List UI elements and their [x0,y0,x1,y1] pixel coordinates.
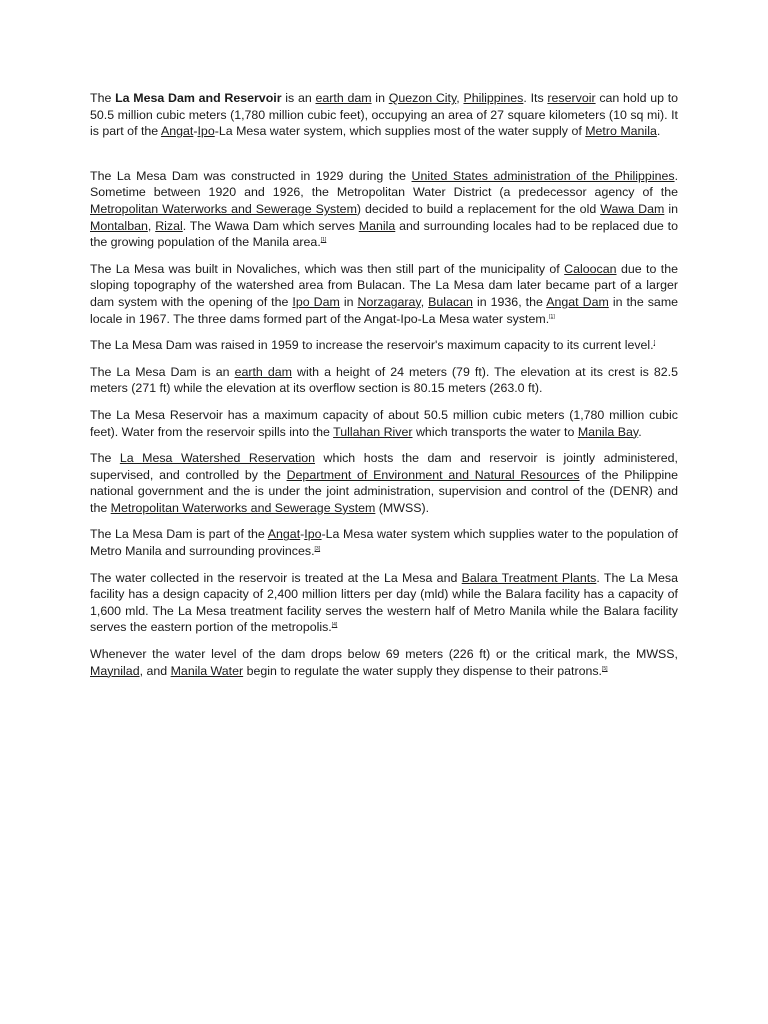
link-manila[interactable]: Manila [358,218,396,233]
reference-link[interactable]: [5] [602,665,608,672]
text: -La Mesa water system which supplies water to the population of Metro Manila and surrounding provinces. [90,527,678,559]
text: , and [139,663,171,678]
text: is an [281,91,316,105]
link-mwss[interactable]: Metropolitan Waterworks and Sewerage System [90,201,357,216]
text: , [147,218,156,233]
link-ipo[interactable]: Ipo [197,124,215,139]
paragraph-water-system [90,526,678,559]
text: The water collected in the reservoir is treated at the La Mesa and [90,570,462,585]
text: in the same locale in 1967. The three dams formed part of the Angat-Ipo-La Mesa water system. [90,294,679,326]
text: of the Philippine national government and the is under the joint administration, supervision and control of the (DENR) and the [90,467,678,515]
link-angat-dam[interactable]: Angat Dam [546,294,609,309]
text: . [638,424,642,439]
paragraph-water-level [90,646,678,679]
text: - [300,527,305,542]
text: The [90,91,116,105]
link-metro-manila[interactable]: Metro Manila [585,124,657,139]
paragraph-history [90,168,678,251]
link-ipo-dam[interactable]: Ipo Dam [292,294,340,309]
text: The La Mesa Dam was constructed in 1929 during the [90,168,412,183]
link-manila-water[interactable]: Manila Water [170,663,244,678]
paragraph-watershed [90,450,678,516]
link-norzagaray[interactable]: Norzagaray [357,294,421,309]
link-denr[interactable]: Department of Environment and Natural Resources [286,467,580,482]
link-caloocan[interactable]: Caloocan [564,261,617,276]
link-angat[interactable]: Angat [267,527,301,542]
text: which hosts the dam and reservoir is jointly administered, supervised, and controlled by the [90,451,679,482]
article-title-bold: La Mesa Dam and Reservoir [115,91,282,105]
text: , [420,294,429,309]
text: and surrounding locales had to be replaced due to the growing population of the Manila area. [90,218,678,250]
link-mwss[interactable]: Metropolitan Waterworks and Sewerage System [110,500,376,515]
text: begin to regulate the water supply they dispense to their patrons. [243,663,603,678]
link-balara-treatment-plants[interactable]: Balara Treatment Plants [461,570,597,585]
text: -La Mesa water system, which supplies most of the water supply of [214,124,586,139]
reference-link[interactable]: [ [653,340,656,346]
link-maynilad[interactable]: Maynilad [90,663,140,678]
link-earth-dam[interactable]: earth dam [234,364,292,379]
text: The La Mesa Dam is part of the [90,527,268,542]
link-quezon-city[interactable]: Quezon City [388,91,457,105]
paragraph-dimensions [90,364,678,397]
link-manila-bay[interactable]: Manila Bay [577,424,639,439]
text: . The Wawa Dam which serves [182,218,359,233]
link-philippines[interactable]: Philippines [463,91,524,105]
text: in 1936, the [472,294,547,309]
paragraph-raised [90,337,678,354]
reference-link[interactable]: [3] [314,545,321,552]
text: can hold up to 50.5 million cubic meters (1,780 million cubic feet), occupying an area of 27 square kilometers (10 sq mi). It is part of the [90,91,679,139]
link-wawa-dam[interactable]: Wawa Dam [600,201,665,216]
text: (MWSS). [375,500,430,515]
text: The La Mesa Reservoir has a maximum capacity of about 50.5 million cubic meters (1,780 million cubic feet). Water from the reservoir spills into the [90,407,678,439]
text: with a height of 24 meters (79 ft). The elevation at its crest is 82.5 meters (271 ft) while the elevation at its overflow section is 80.15 meters (263.0 ft). [90,364,678,396]
text: The La Mesa was built in Novaliches, which was then still part of the municipality of [90,261,565,276]
link-reservoir[interactable]: reservoir [547,91,596,105]
text: The La Mesa Dam is an [90,364,235,379]
paragraph-intro [90,90,678,140]
reference-link[interactable]: [1] [549,313,555,320]
text: in [664,201,678,216]
link-bulacan[interactable]: Bulacan [428,294,473,309]
paragraph-gap [90,150,678,168]
link-ipo[interactable]: Ipo [304,527,322,542]
text: due to the sloping topography of the watershed area from Bulacan. The La Mesa dam later became part of a larger dam system with the opening of the [90,261,678,309]
text: in [339,294,358,309]
text: . Its [523,91,548,105]
text: The [90,451,120,466]
text: which transports the water to [412,424,578,439]
text: , [456,91,464,105]
paragraph-reservoir [90,407,678,440]
link-montalban[interactable]: Montalban [90,218,148,233]
text: . Sometime between 1920 and 1926, the Metropolitan Water District (a predecessor agency of the [90,168,679,200]
link-watershed-reservation[interactable]: La Mesa Watershed Reservation [119,451,316,466]
reference-link[interactable]: [1] [320,237,327,244]
text: Whenever the water level of the dam drops below 69 meters (226 ft) or the critical mark, the MWSS, [90,647,678,662]
text: - [193,124,198,139]
text: The La Mesa Dam was raised in 1959 to increase the reservoir's maximum capacity to its current level. [90,338,654,353]
text: in [371,91,389,105]
link-angat[interactable]: Angat [160,124,194,139]
link-rizal[interactable]: Rizal [155,218,183,233]
text: . The La Mesa facility has a design capacity of 2,400 million litters per day (mld) while the Balara facility has a capacity of 1,600 mld. The La Mesa treatment facility serves the western half of Metro Manila while the Balara facility serves the eastern portion of the metropolis. [90,570,678,635]
text: . [656,124,661,139]
link-us-administration[interactable]: United States administration of the Philippines [411,168,675,183]
text: ) decided to build a replacement for the old [356,201,601,216]
reference-link[interactable]: [4] [331,622,338,629]
link-tullahan-river[interactable]: Tullahan River [333,424,413,439]
paragraph-treatment [90,570,678,636]
link-earth-dam[interactable]: earth dam [315,91,372,105]
paragraph-novaliches [90,261,678,327]
article-body [90,90,678,689]
